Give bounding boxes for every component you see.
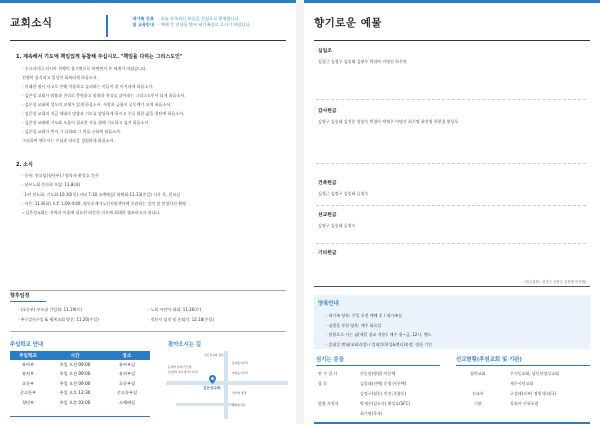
welcome-box	[106, 15, 292, 37]
divider	[316, 99, 586, 100]
servant-role: 안 수 집 사	[318, 371, 338, 376]
table-cell: 주일 오전 09:00	[59, 380, 91, 386]
servant-names: 최기명(목사)	[360, 411, 383, 416]
list-item: ✓김은성교회는 지역과 이웃에 필요한 따뜻한 미르에 최대한 협조하고자 합니다.	[22, 210, 161, 216]
offering-names: 김성근 김정구 김종태 김현우 박리아 이명선 하우연	[318, 59, 407, 64]
welcome-text-line: · 예배 후 안내를 받아 새가족실로 오시기 바랍니다.	[158, 22, 251, 27]
welcome-text	[158, 16, 251, 28]
offering-committee-note: (헌금위원 : 김정구 공장수 김종태 이은래)	[524, 280, 586, 284]
table-cell: 주일 오전 09:00	[59, 361, 91, 367]
map-label: 문래역 롯데 리모델	[168, 365, 192, 369]
offering-title: 건축헌금	[318, 181, 337, 186]
divider	[314, 286, 590, 287]
map-label: 문래동사거리	[232, 361, 249, 365]
mission-value: 목회자 신학포럼	[510, 401, 539, 406]
offering-names: 김성근 김정구 김종태 류정숙	[318, 191, 369, 196]
news-list	[22, 171, 186, 217]
servants-title: 섬기는 분들	[316, 357, 344, 363]
schedule-item: · 추수감사주일 & 행복교회 방문: 11.20(주일)	[18, 317, 99, 322]
servant-role: 말씀 사역자	[318, 401, 339, 406]
column-header: 주일학교	[19, 353, 37, 359]
table-row	[10, 370, 150, 380]
welcome-text-line: · 오늘 등록하신 분들을 진심으로 환영합니다.	[158, 16, 241, 21]
table-cell: 유치부실	[118, 371, 136, 377]
header-divider	[314, 40, 590, 41]
map-label: 문래창작촌	[232, 403, 246, 407]
list-item: - 미래한 정사 사고로 인해 마음하고 슬퍼하는 이들이 잘 이겨내게 하옵소서.	[22, 84, 154, 89]
table-cell: 중고등부실	[116, 390, 138, 396]
map-road	[176, 403, 236, 406]
table-bottom-rule	[10, 416, 150, 417]
sunday-school-title: 주일학교 안내	[10, 342, 44, 348]
sunday-school-table	[10, 351, 150, 408]
table-cell: 중고등부	[19, 390, 37, 396]
table-cell: 초등부실	[118, 380, 136, 386]
offering-title: 기타헌금	[318, 251, 337, 256]
table-row	[10, 389, 150, 399]
offering-names: 김정구 김종태 김진준 장장숙 박경아 박재우 이명선 최기명 최진영 한현경 황상호	[318, 119, 459, 124]
list-item: 전쟁이 종식되고 일상이 회복되게 하옵소서.	[22, 75, 98, 80]
table-cell: 초등부	[21, 380, 35, 386]
list-item: · 등록: 현요임(청년부) / 양육자-황상호 간사	[22, 173, 99, 178]
schedule-item: · 직분자 임직 및 은퇴식: 12.18(주일)	[148, 317, 215, 322]
list-item: - 김은성 교회가 말씀과 진리로 충만하고 말씀과 진리를 살아내는 그리스도인이 되게 하옵소서.	[22, 93, 186, 98]
list-item: · 마은: 11.8(화) 오후 1:00-4:00, 영등포재가노인지원센터에 주관하는 강의 및 인성사진 촬영	[22, 200, 186, 206]
table-cell: 소예배실	[118, 399, 136, 405]
offering-title: 감사헌금	[318, 109, 337, 114]
map-label: 당산역 방면	[232, 391, 247, 395]
mission-label: 기관	[474, 401, 482, 406]
map-road	[224, 351, 228, 419]
servant-role: 장 로	[318, 381, 327, 386]
table-cell: 주일 오전 09:00	[59, 371, 91, 377]
list-item: - 김은성 교회에 기도와 도움이 필요한 자를 위해 기도하고 섬겨 하옵소서.	[22, 120, 150, 125]
mission-value: 구성태(자부) 정원석(태국)	[510, 391, 557, 396]
list-item: - 김은성 교회에 성도의 교제가 있게 하옵소서. 사랑과 긍휼이 공동체가 되게 하옵소서.	[22, 102, 172, 107]
divider	[316, 205, 586, 206]
table-cell: 유아부	[21, 361, 35, 367]
header-divider	[10, 40, 286, 41]
map-label: 김은성교회 정문	[204, 353, 224, 357]
list-item: · 말씀으로 사는 삶(제일 설교 적용): 매주 월~금, 12시, 밴드	[326, 332, 432, 338]
divider	[316, 243, 586, 244]
title-accent-bar	[456, 365, 590, 366]
list-item: · 새가족 양육: 주일 오전 예배 후 / 새가족실	[326, 313, 402, 318]
table-header	[10, 351, 150, 360]
schedule-item: · 노회 어린이 대회: 11.26(토)	[148, 307, 202, 312]
location-map	[166, 351, 288, 419]
table-row	[10, 398, 150, 408]
prayer-list	[22, 64, 186, 145]
list-item: - 우크라이나 러시아 전쟁이 참기면으로 바뀌면서 온 세계가 어렵습니다.	[22, 66, 147, 71]
right-page	[304, 0, 600, 424]
list-item: 그리하여 채우시는 주님과 약속을 경험하게 하옵소서.	[22, 138, 115, 143]
mission-label: 선교사	[472, 391, 484, 396]
list-item: - 김은성 교회가 먼저 그 나라와 그 의를 구하게 하옵소서.	[22, 129, 122, 134]
directions-title: 찾아오시는 길	[168, 342, 202, 348]
table-cell: 주일 오후 12:30	[59, 390, 91, 396]
mission-title: 선교현황(후원교회 및 기관)	[456, 357, 522, 363]
mission-label: 협력교회	[470, 371, 486, 376]
offering-title: 십일조	[318, 49, 332, 54]
mission-value: 무거동교회, 남동산장로교회	[510, 371, 559, 376]
nurture-guide-title: 양육안내	[318, 301, 339, 307]
page-gutter	[296, 0, 304, 424]
map-label: (문래역 대우재가프라자)	[168, 370, 199, 374]
table-cell: 주일 오후 03:00	[59, 399, 91, 405]
title-accent-bar	[316, 365, 440, 366]
column-header: 시간	[70, 353, 80, 359]
list-item: · 1여 전도회: 기도회-10.10(목) 저녁 7:30 소예배실/ 월례회-11.13(주일) 식사 후, 친교실	[22, 191, 181, 197]
location-pin-icon	[209, 375, 216, 384]
news-section-title: 2. 소식	[16, 162, 33, 168]
mission-value: 제주시민교회	[510, 381, 534, 386]
table-row	[10, 379, 150, 389]
list-item: · 남부노회 목사회 모임: 11.8(화)	[22, 182, 81, 188]
offering-title: 선교헌금	[318, 213, 337, 218]
left-page	[0, 0, 296, 424]
prayer-section-title: 1. 계속해서 기도에 책임있게 동참해 주십시오. "책임을 다하는 그리스도인"	[16, 54, 183, 60]
page-title: 향기로운 예물	[314, 17, 383, 29]
map-label: 양평동사거리	[232, 371, 249, 375]
nurture-guide-list	[326, 311, 432, 349]
list-item: · 일대일 엔딩(교회과정) / 일대일(편입&멘티)과정: 정한 기간	[326, 341, 432, 347]
offering-names: 김정구 김종태 류정숙	[318, 223, 356, 228]
divider	[316, 163, 586, 164]
servant-names: 박재우(김도사) 황상호(SFC)	[360, 401, 410, 406]
servant-names: 김종태(선택) 문정수(선택)	[360, 381, 407, 386]
schedule-item: · (초등부) 부모님 간담회: 11.19(토)	[18, 307, 83, 312]
page-title: 교회소식	[10, 17, 53, 29]
title-accent-bar	[10, 301, 46, 302]
servant-names: 손동관(행정) 이문채	[360, 371, 396, 376]
table-row	[10, 360, 150, 370]
future-schedule-title: 향후일정	[10, 293, 30, 299]
table-cell: 유아부실	[118, 361, 136, 367]
welcome-label-line: 및 교육안내	[132, 22, 154, 27]
welcome-label	[112, 16, 154, 28]
table-cell: 청년부	[21, 399, 35, 405]
list-item: · 심방을 통한 양육: 매주 화요일	[326, 322, 382, 328]
list-item: - 김은성 교회의 지금 세대가 말씀과 기도를 감당하게 하시고 주를 위한 삶을 결단케 하옵소서.	[22, 111, 185, 116]
column-header: 장소	[122, 353, 132, 359]
table-cell: 유치부	[21, 371, 35, 377]
map-church-label: 김은성교회	[203, 386, 221, 390]
servant-names: 김정구(협동) 이진근(협동)	[360, 391, 407, 396]
welcome-label-line: 새가족 등록	[132, 16, 154, 21]
